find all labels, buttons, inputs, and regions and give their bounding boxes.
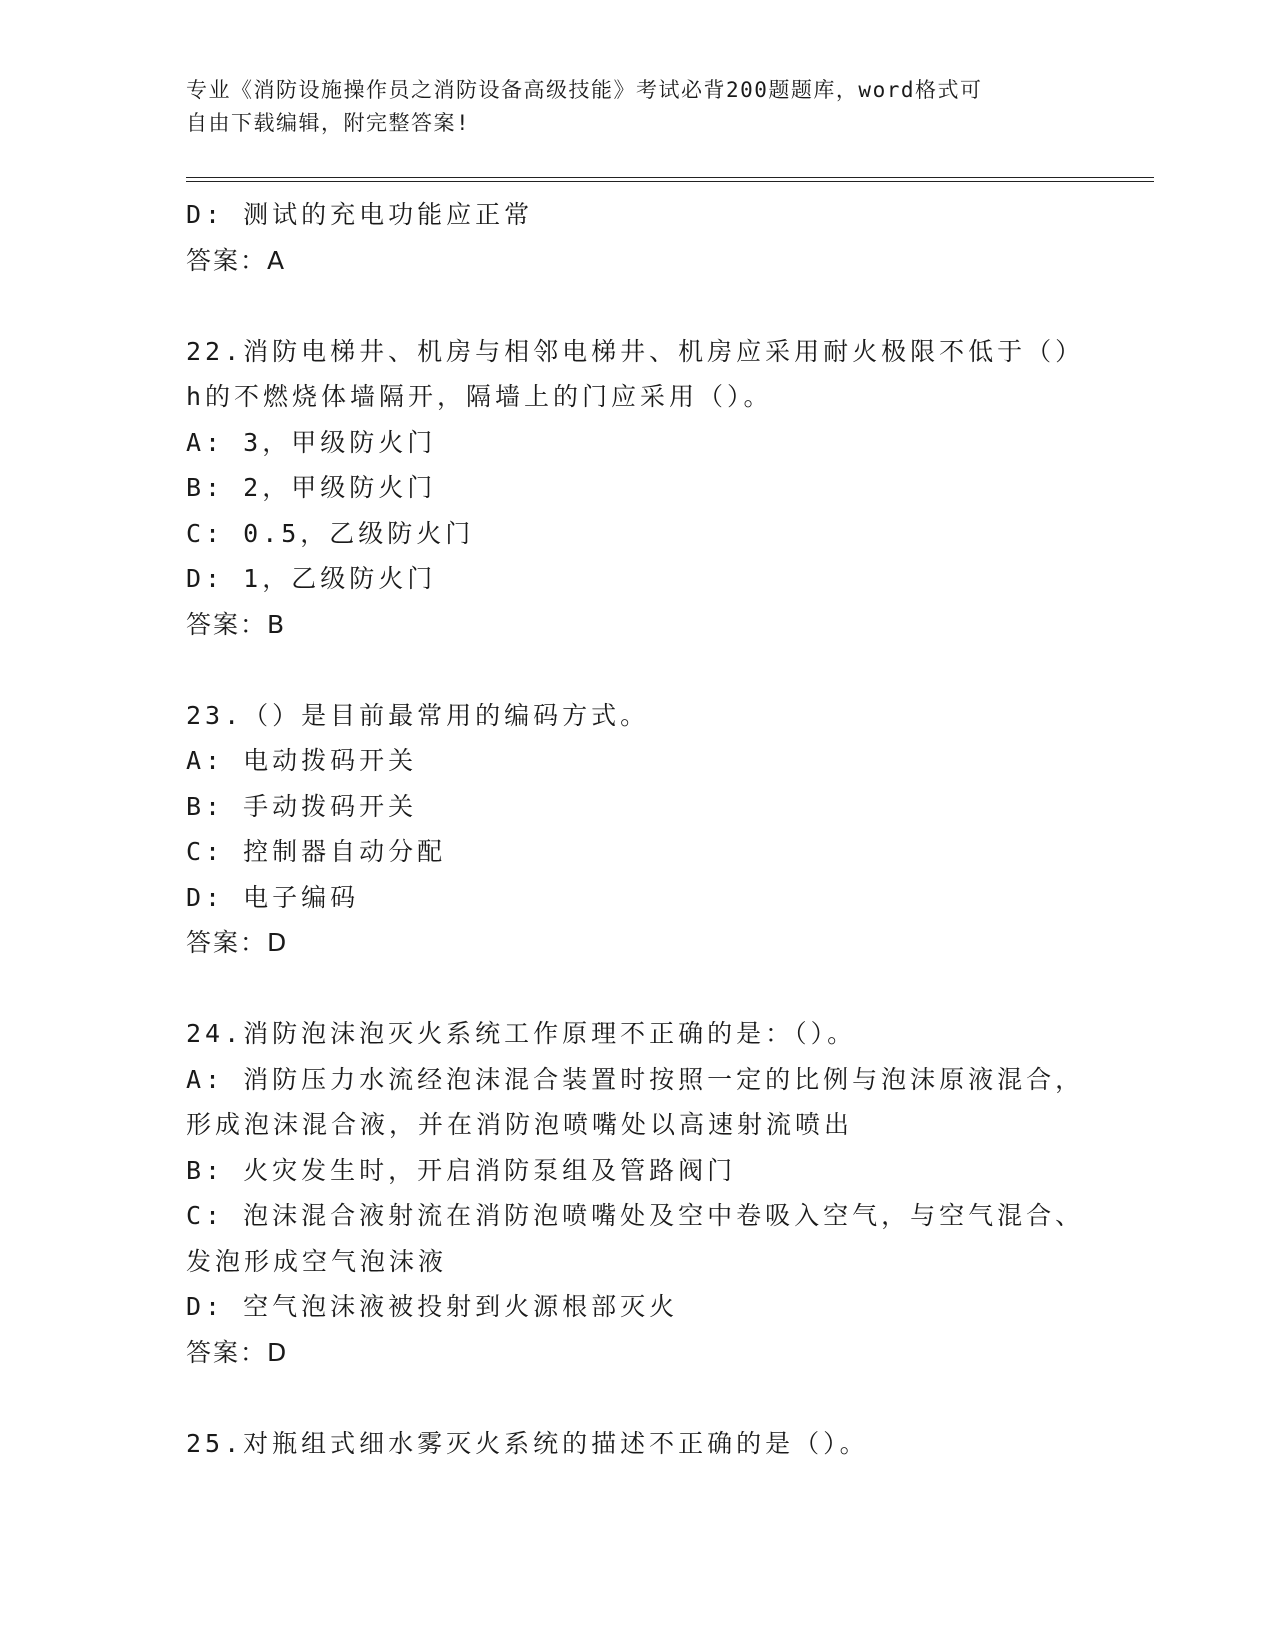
spacer: [186, 647, 1086, 693]
question-21-tail: [186, 192, 1086, 283]
q23-option-c: C: 控制器自动分配: [186, 837, 447, 866]
question-24: [186, 1011, 1086, 1375]
q22-option-a: A: 3，甲级防火门: [186, 427, 437, 457]
q24-option-a-line1: A: 消防压力水流经泡沫混合装置时按照一定的比例与泡沫原液混合，: [186, 1064, 1085, 1094]
question-25: [186, 1421, 1086, 1467]
q22-option-c: C: 0.5，乙级防火门: [186, 518, 475, 548]
q23-stem: 23.（）是目前最常用的编码方式。: [186, 700, 650, 730]
question-list: [186, 192, 1086, 1466]
q21-option-d: D: 测试的充电功能应正常: [186, 200, 534, 229]
q24-option-c-line2: 发泡形成空气泡沫液: [186, 1246, 448, 1276]
q22-stem-line1: 22.消防电梯井、机房与相邻电梯井、机房应采用耐火极限不低于（）: [186, 336, 1085, 366]
q25-stem: 25.对瓶组式细水雾灭火系统的描述不正确的是（）。: [186, 1428, 869, 1458]
q23-answer: 答案：D: [186, 928, 289, 957]
page-header: [186, 74, 1066, 140]
q23-option-b: B: 手动拨码开关: [186, 791, 418, 821]
q24-option-b: B: 火灾发生时，开启消防泵组及管路阀门: [186, 1155, 737, 1185]
q21-answer: 答案：A: [186, 245, 287, 275]
q22-stem-line2: h的不燃烧体墙隔开，隔墙上的门应采用（）。: [186, 382, 773, 411]
q24-option-c-line1: C: 泡沫混合液射流在消防泡喷嘴处及空中卷吸入空气，与空气混合、: [186, 1201, 1085, 1230]
q22-option-d: D: 1，乙级防火门: [186, 564, 437, 593]
spacer: [186, 283, 1086, 329]
q22-option-b: B: 2，甲级防火门: [186, 473, 437, 502]
header-divider-top: [186, 177, 1154, 178]
q23-option-d: D: 电子编码: [186, 882, 360, 912]
question-22: [186, 329, 1086, 648]
q24-option-a-line2: 形成泡沫混合液，并在消防泡喷嘴处以高速射流喷出: [186, 1110, 854, 1139]
question-23: [186, 693, 1086, 966]
spacer: [186, 966, 1086, 1012]
header-title-line2: 自由下载编辑，附完整答案!: [186, 111, 471, 135]
header-title-line1: 专业《消防设施操作员之消防设备高级技能》考试必背200题题库，word格式可: [186, 78, 983, 102]
q24-option-d: D: 空气泡沫液被投射到火源根部灭火: [186, 1292, 679, 1321]
q24-answer: 答案：D: [186, 1337, 289, 1367]
q23-option-a: A: 电动拨码开关: [186, 746, 418, 775]
q22-answer: 答案：B: [186, 609, 287, 639]
spacer: [186, 1375, 1086, 1421]
header-divider-bottom: [186, 181, 1154, 182]
q24-stem: 24.消防泡沫泡灭火系统工作原理不正确的是：（）。: [186, 1019, 857, 1048]
